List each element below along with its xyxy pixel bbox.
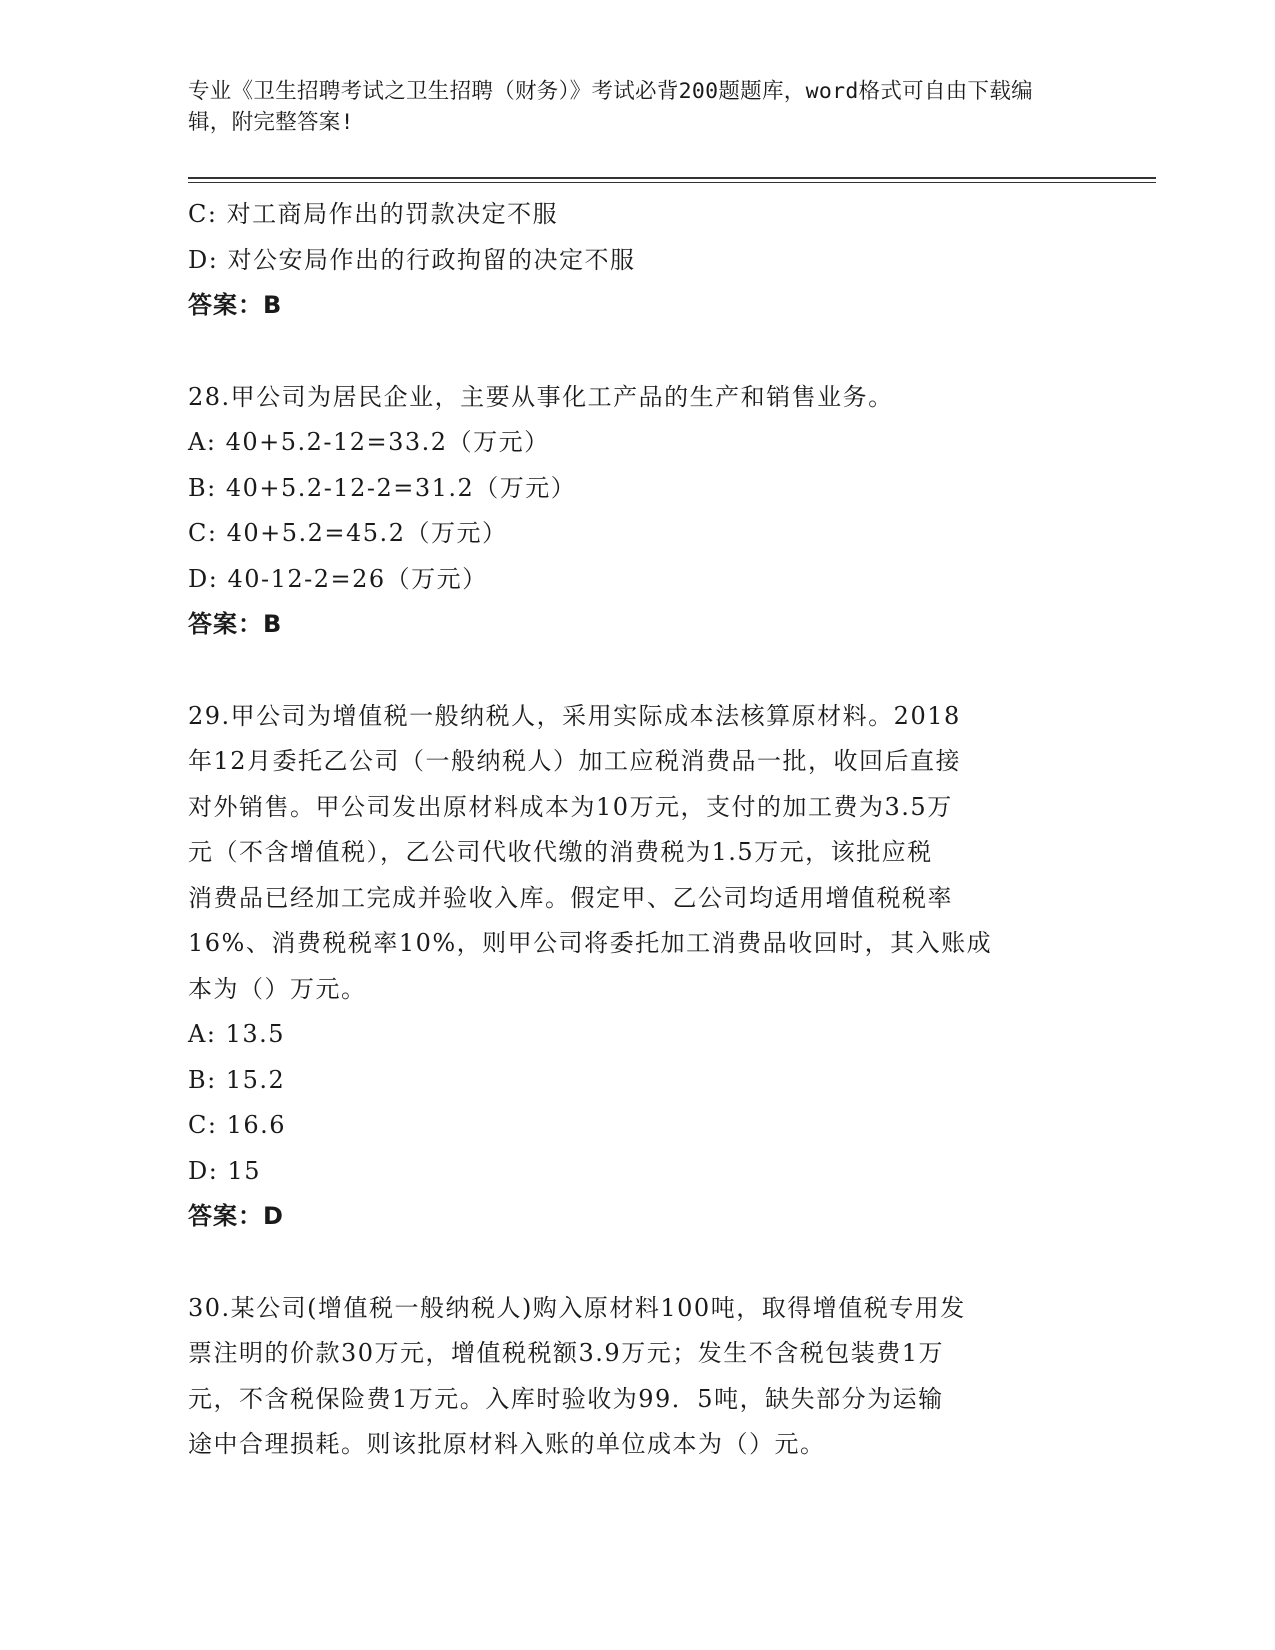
question-number: 29. xyxy=(188,701,231,730)
question-number: 30. xyxy=(188,1293,231,1322)
option-label: C: xyxy=(188,200,218,228)
answer-line: 答案：D xyxy=(188,1202,284,1230)
document-header: 专业《卫生招聘考试之卫生招聘（财务）》考试必背200题题库，word格式可自由下载编辑，附完整答案! xyxy=(188,79,1033,135)
header-rule-thin xyxy=(188,182,1156,183)
option-a xyxy=(188,420,1078,466)
question-text: 28.甲公司为居民企业，主要从事化工产品的生产和销售业务。 xyxy=(188,382,894,411)
question-text-line: 年12月委托乙公司（一般纳税人）加工应税消费品一批，收回后直接 xyxy=(188,747,962,775)
option-label: D: xyxy=(188,245,219,274)
option-label: C: xyxy=(188,1111,218,1139)
option-text: 40+5.2=45.2（万元） xyxy=(226,519,508,547)
option-text: 对公安局作出的行政拘留的决定不服 xyxy=(227,245,636,274)
option-label: C: xyxy=(188,519,218,547)
question-text-line: 本为（）万元。 xyxy=(188,974,367,1003)
question-number: 28. xyxy=(188,382,231,411)
option-label: B: xyxy=(188,473,217,502)
question-text-line: 30.某公司(增值税一般纳税人)购入原材料100吨，取得增值税专用发 xyxy=(188,1293,966,1322)
option-label: A: xyxy=(188,428,217,456)
header-rule-thick xyxy=(188,177,1156,179)
question-text-line: 16%、消费税税率10%，则甲公司将委托加工消费品收回时，其入账成 xyxy=(188,929,993,957)
option-text: 15.2 xyxy=(225,1065,286,1094)
answer-line: 答案：B xyxy=(188,291,283,319)
option-label: A: xyxy=(188,1020,217,1048)
question-text-line: 消费品已经加工完成并验收入库。假定甲、乙公司均适用增值税税率 xyxy=(188,883,953,912)
option-d xyxy=(188,238,1078,284)
option-text: 40+5.2-12=33.2（万元） xyxy=(225,428,550,456)
question-text-line: 途中合理损耗。则该批原材料入账的单位成本为（）元。 xyxy=(188,1430,826,1458)
question-text-line: 29.甲公司为增值税一般纳税人，采用实际成本法核算原材料。2018 xyxy=(188,701,961,730)
answer-line: 答案：B xyxy=(188,610,283,638)
option-c xyxy=(188,192,1078,238)
question-text-line: 票注明的价款30万元，增值税税额3.9万元；发生不含税包装费1万 xyxy=(188,1339,944,1367)
question-text-line: 对外销售。甲公司发出原材料成本为10万元，支付的加工费为3.5万 xyxy=(188,792,953,821)
option-c xyxy=(188,1103,1078,1149)
document-body xyxy=(188,192,1078,1468)
question-28 xyxy=(188,375,1078,648)
carryover-block xyxy=(188,192,1078,329)
option-text: 对工商局作出的罚款决定不服 xyxy=(226,200,559,228)
option-label: D: xyxy=(188,1156,219,1185)
option-text: 40+5.2-12-2=31.2（万元） xyxy=(225,473,577,502)
question-29 xyxy=(188,694,1078,1240)
option-text: 40-12-2=26（万元） xyxy=(227,564,488,593)
option-label: D: xyxy=(188,564,219,593)
option-a xyxy=(188,1012,1078,1058)
option-text: 15 xyxy=(227,1156,262,1185)
option-text: 16.6 xyxy=(226,1111,287,1139)
option-b xyxy=(188,466,1078,512)
option-c xyxy=(188,511,1078,557)
option-b xyxy=(188,1058,1078,1104)
question-30 xyxy=(188,1286,1078,1468)
option-text: 13.5 xyxy=(225,1020,285,1048)
option-d xyxy=(188,1149,1078,1195)
question-text-line: 元（不含增值税），乙公司代收代缴的消费税为1.5万元，该批应税 xyxy=(188,838,933,866)
option-d xyxy=(188,557,1078,603)
question-text-line: 元，不含税保险费1万元。入库时验收为99．5吨，缺失部分为运输 xyxy=(188,1384,944,1413)
option-label: B: xyxy=(188,1065,217,1094)
